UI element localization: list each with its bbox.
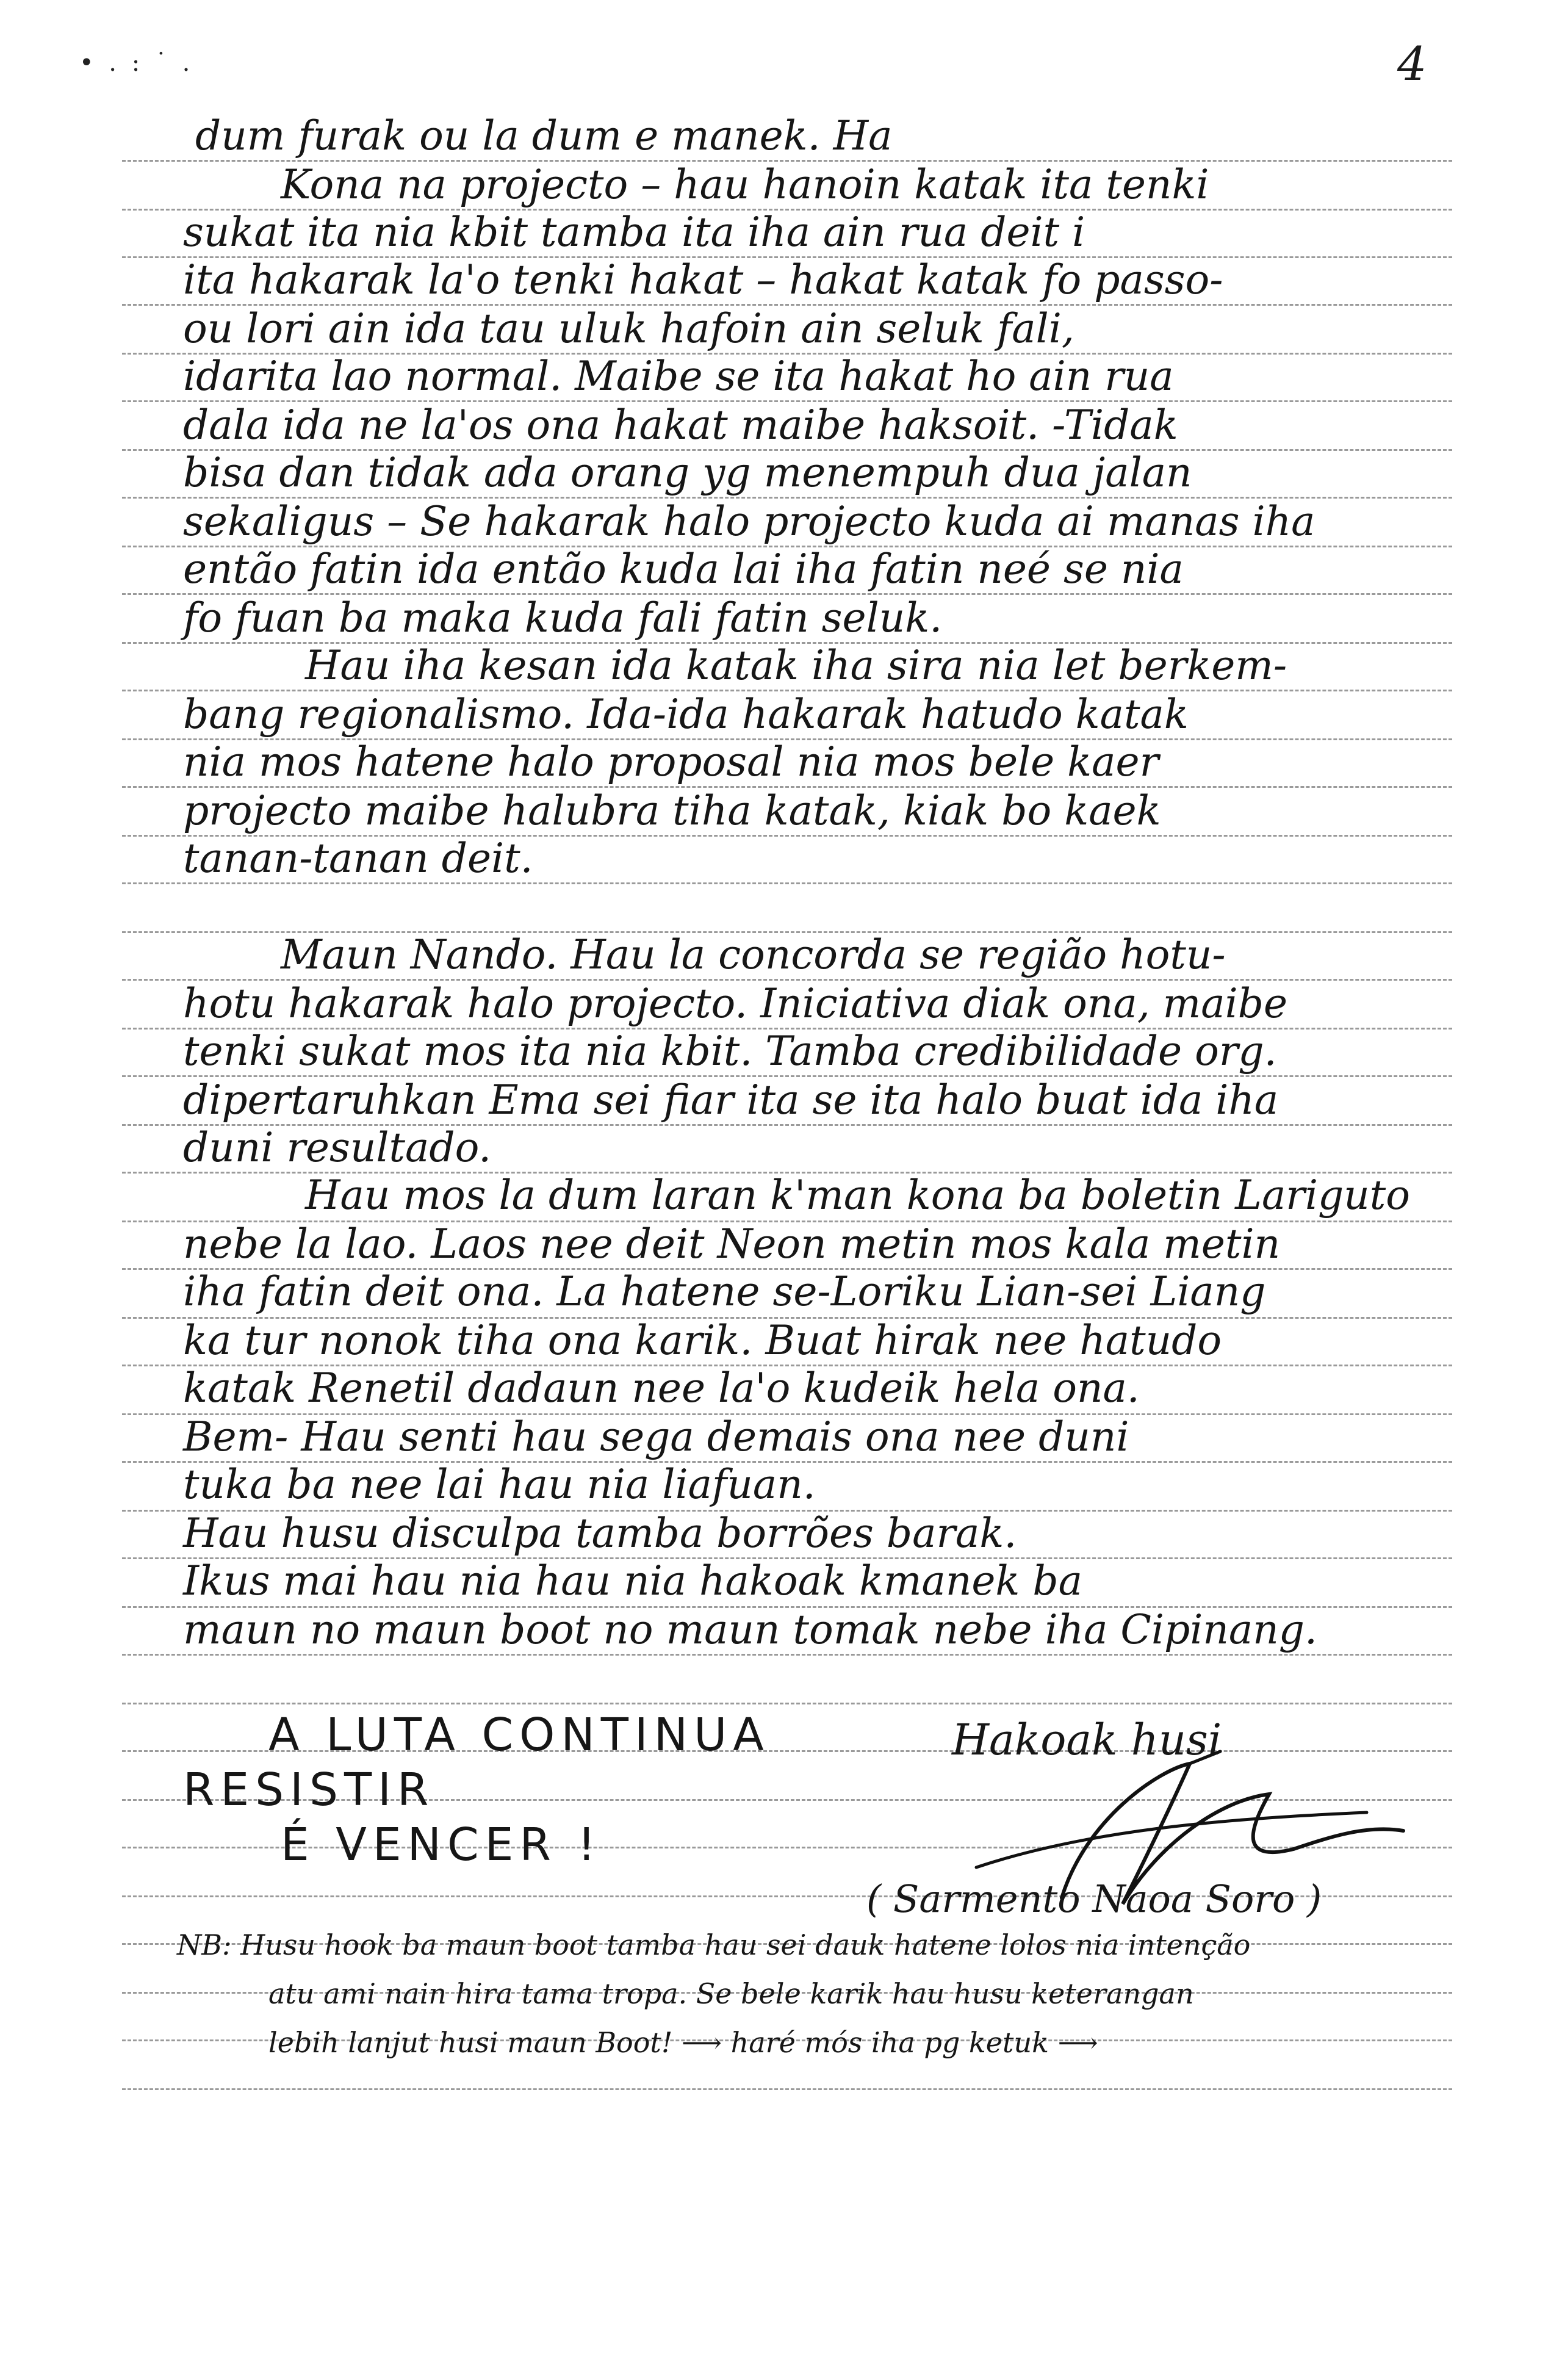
letter-line: fo fuan ba maka kuda fali fatin seluk.: [183, 594, 943, 641]
signature-name: ( Sarmento Naoa Soro ): [866, 1877, 1322, 1921]
rule-line: [122, 1703, 1452, 1704]
scan-specks: • . : ˙ .: [79, 49, 194, 77]
letter-line: bisa dan tidak ada orang yg menempuh dua jalan: [183, 449, 1192, 496]
motto-e-vencer: É VENCER !: [281, 1819, 602, 1871]
letter-line: tanan-tanan deit.: [183, 835, 533, 882]
letter-line: nebe la lao. Laos nee deit Neon metin mos kala metin: [183, 1221, 1281, 1268]
letter-line: dum furak ou la dum e manek. Ha: [195, 112, 893, 159]
letter-line: maun no maun boot no maun tomak nebe iha Cipinang.: [183, 1606, 1317, 1653]
nb-line: lebih lanjut husi maun Boot! ⟶ haré mós iha pg ketuk ⟶: [268, 2026, 1098, 2059]
letter-line: bang regionalismo. Ida-ida hakarak hatudo katak: [183, 691, 1189, 738]
letter-line: hotu hakarak halo projecto. Iniciativa diak ona, maibe: [183, 980, 1288, 1027]
signoff-label: Hakoak husi: [952, 1715, 1222, 1765]
letter-line: Hau husu disculpa tamba borrões barak.: [183, 1510, 1017, 1557]
letter-line: tenki sukat mos ita nia kbit. Tamba credibilidade org.: [183, 1028, 1277, 1075]
letter-line: duni resultado.: [183, 1124, 492, 1171]
letter-line: ou lori ain ida tau uluk hafoin ain seluk fali,: [183, 305, 1074, 352]
letter-line: Hau iha kesan ida katak iha sira nia let berkem-: [305, 642, 1287, 689]
letter-line: Ikus mai hau nia hau nia hakoak kmanek ba: [183, 1557, 1082, 1604]
letter-line: nia mos hatene halo proposal nia mos bele kaer: [183, 738, 1159, 785]
letter-line: dala ida ne la'os ona hakat maibe haksoit. -Tidak: [183, 402, 1178, 449]
letter-line: Hau mos la dum laran k'man kona ba boletin Lariguto: [305, 1172, 1410, 1219]
letter-line: projecto maibe halubra tiha katak, kiak bo kaek: [183, 787, 1161, 834]
motto-resistir: RESISTIR: [183, 1764, 435, 1816]
letter-line: então fatin ida então kuda lai iha fatin neé se nia: [183, 546, 1184, 593]
letter-line: Bem- Hau senti hau sega demais ona nee duni: [183, 1413, 1129, 1460]
letter-line: dipertaruhkan Ema sei fiar ita se ita halo buat ida iha: [183, 1076, 1279, 1123]
rule-line: [122, 882, 1452, 884]
rule-line: [122, 2088, 1452, 2090]
letter-line: katak Renetil dadaun nee la'o kudeik hela ona.: [183, 1365, 1140, 1412]
letter-line: sukat ita nia kbit tamba ita iha ain rua deit i: [183, 209, 1085, 256]
nb-line: atu ami nain hira tama tropa. Se bele karik hau husu keterangan: [268, 1977, 1194, 2010]
letter-line: sekaligus – Se hakarak halo projecto kuda ai manas iha: [183, 498, 1315, 545]
letter-line: Kona na projecto – hau hanoin katak ita tenki: [281, 161, 1209, 208]
letter-line: idarita lao normal. Maibe se ita hakat ho ain rua: [183, 353, 1174, 400]
letter-line: ita hakarak la'o tenki hakat – hakat katak fo passo-: [183, 256, 1223, 303]
letter-line: iha fatin deit ona. La hatene se-Loriku Lian-sei Liang: [183, 1268, 1266, 1315]
motto-a-luta-continua: A LUTA CONTINUA: [268, 1709, 770, 1761]
letter-line: ka tur nonok tiha ona karik. Buat hirak nee hatudo: [183, 1317, 1222, 1364]
letter-line: Maun Nando. Hau la concorda se região hotu-: [281, 931, 1226, 978]
nb-line: NB: Husu hook ba maun boot tamba hau sei dauk hatene lolos nia intenção: [177, 1928, 1251, 1961]
letter-line: tuka ba nee lai hau nia liafuan.: [183, 1461, 816, 1508]
rule-line: [122, 1654, 1452, 1656]
page-number: 4: [1397, 37, 1427, 91]
